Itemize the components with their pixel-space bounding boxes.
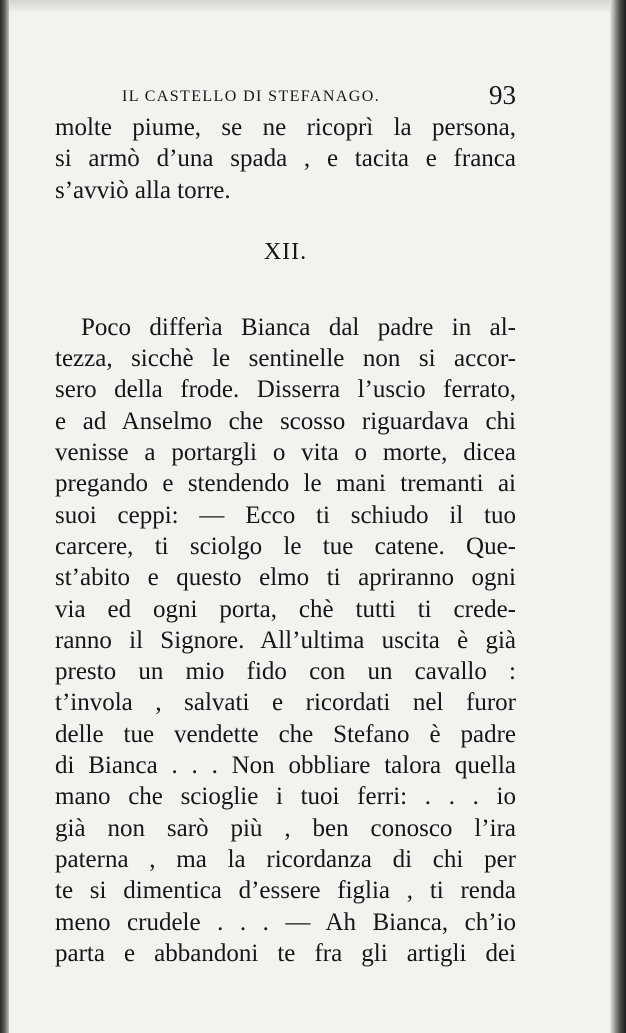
page-edge-top [0,0,626,12]
text-line: parta e abbandoni te fra gli artigli dei [55,939,516,967]
page-edge-right [610,0,626,1033]
text-line: t’invola , salvati e ricordati nel furor [55,689,516,717]
text-line: sero della frode. Disserra l’uscio ferrato, [55,376,516,404]
text-line: carcere, ti sciolgo le tue catene. Que- [55,532,516,560]
text-line: si armò d’una spada , e tacita e franca [55,145,516,173]
body-text [55,112,516,969]
text-line: st’abito e questo elmo ti apriranno ogni [55,564,516,592]
text-line: pregando e stendendo le mani tremanti ai [55,470,516,498]
chapter-heading: XII. [263,238,308,265]
text-line: Poco differìa Bianca dal padre in al- [81,313,516,341]
text-line: già non sarò più , ben conosco l’ira [55,814,516,842]
running-title: IL CASTELLO DI STEFANAGO. [122,88,381,105]
text-line: delle tue vendette che Stefano è padre [55,720,516,748]
text-line: suoi ceppi: — Ecco ti schiudo il tuo [55,501,516,529]
running-header [122,82,516,114]
text-line: s’avviò alla torre. [55,176,231,204]
text-line: meno crudele . . . — Ah Bianca, ch’io [55,908,516,936]
text-line: di Bianca . . . Non obbliare talora quella [55,752,516,780]
page-edge-left [0,0,9,1033]
text-line: te si dimentica d’essere figlia , ti renda [55,877,516,905]
text-line: paterna , ma la ricordanza di chi per [55,845,516,873]
page-number: 93 [489,80,516,110]
text-line: presto un mio fido con un cavallo : [55,658,516,686]
text-line: venisse a portargli o vita o morte, dicea [55,439,516,467]
text-line: mano che scioglie i tuoi ferri: . . . io [55,783,516,811]
text-line: tezza, sicchè le sentinelle non si accor- [55,345,516,373]
text-line: e ad Anselmo che scosso riguardava chi [55,407,516,435]
text-line: molte piume, se ne ricoprì la persona, [55,114,516,141]
text-line: ranno il Signore. All’ultima uscita è già [55,626,516,654]
text-line: via ed ogni porta, chè tutti ti crede- [55,595,516,623]
